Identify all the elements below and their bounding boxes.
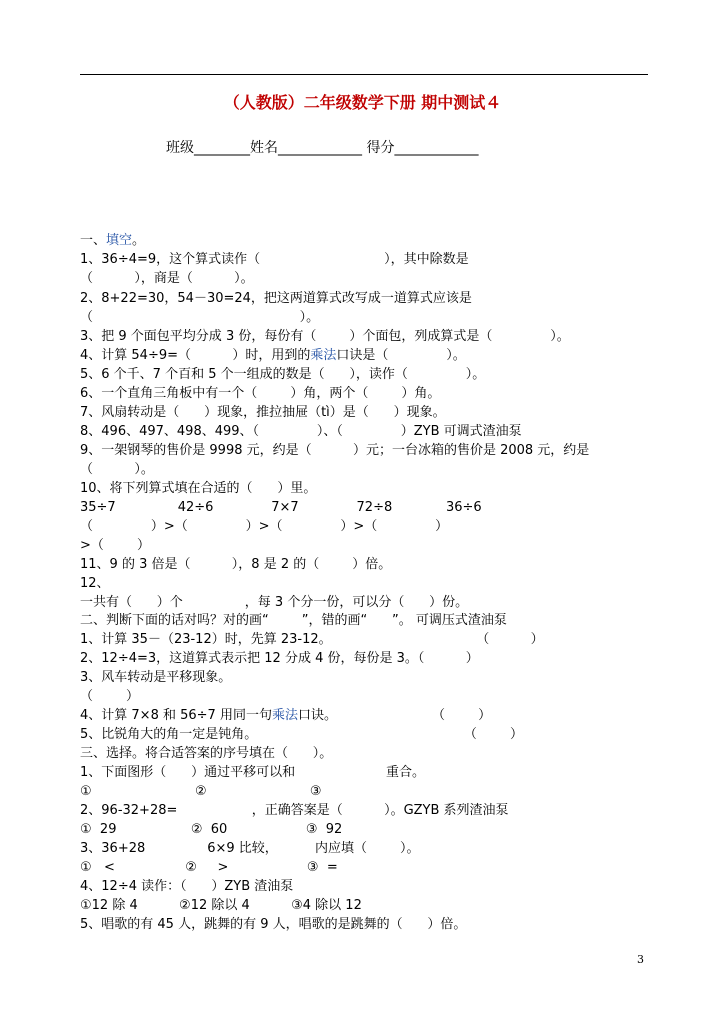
question-line	[80, 821, 342, 839]
line-text: 7、风扇转动是（ ）现象，推拉抽屉（tì）是（ ）现象。	[80, 405, 446, 420]
line-text: 5、比锐角大的角一定是钝角。 （ ）	[80, 727, 523, 742]
question-line	[80, 878, 293, 896]
line-text: 4、12÷4 读作：（ ）ZYB 渣油泵	[80, 879, 294, 894]
question-line	[80, 575, 110, 593]
line-text: 1、下面图形（ ）通过平移可以和 重合。	[80, 765, 425, 780]
question-line	[80, 802, 509, 820]
line-text: 一、	[80, 233, 107, 248]
line-text: 一共有（ ）个 ，每 3 个分一份，可以分（ ）份。	[80, 595, 469, 610]
page-title: （人教版）二年级数学下册 期中测试４	[223, 93, 502, 112]
line-text: 35÷7 42÷6 7×7 72÷8 36÷6	[80, 500, 482, 515]
question-line	[80, 270, 254, 288]
question-line	[80, 764, 425, 782]
line-text: 5、唱歌的有 45 人，跳舞的有 9 人，唱歌的是跳舞的（ ）倍。	[80, 917, 467, 932]
line-text: 三、选择。将合适答案的序号填在（ ）。	[80, 746, 333, 761]
question-line	[80, 232, 145, 250]
question-line	[80, 518, 448, 536]
question-line	[80, 480, 316, 498]
question-line	[80, 385, 440, 403]
line-text: ① < ② > ③ =	[80, 860, 338, 875]
question-line	[80, 309, 319, 327]
line-text: 二、判断下面的话对吗？对的画“ ”，错的画“ ”。 可调压式渣油泵	[80, 613, 507, 628]
line-text: 3、36+28 6×9 比较， 内应填（ ）。	[80, 841, 420, 856]
question-line	[80, 840, 420, 858]
question-line	[80, 688, 139, 706]
line-text: 4、计算 7×8 和 56÷7 用同一句	[80, 708, 272, 723]
line-text: 9、一架钢琴的售价是 9998 元，约是（ ）元；一台冰箱的售价是 2008 元，约是	[80, 443, 590, 458]
line-text: 12、	[80, 576, 110, 591]
line-text: 11、9 的 3 倍是（ ），8 是 2 的（ ）倍。	[80, 557, 392, 572]
line-text: ①12 除 4 ②12 除以 4 ③4 除以 12	[80, 898, 362, 913]
line-text: （ ）。	[80, 462, 154, 477]
question-line	[80, 442, 589, 460]
line-text: ① 29 ② 60 ③ 92	[80, 822, 343, 837]
question-line	[80, 404, 446, 422]
question-line	[80, 537, 150, 555]
question-line	[80, 251, 469, 269]
page-number: 3	[637, 953, 644, 966]
line-text: （ ）	[80, 689, 140, 704]
line-text: 填空	[106, 233, 133, 248]
line-text: 3、风车转动是平移现象。	[80, 670, 232, 685]
question-line	[80, 897, 362, 915]
question-line	[80, 745, 332, 763]
question-line	[80, 650, 479, 668]
line-text: 1、计算 35－（23-12）时，先算 23-12。 （ ）	[80, 632, 544, 647]
line-text: >（ ）	[80, 538, 150, 553]
question-line	[80, 612, 507, 630]
question-line	[80, 916, 466, 934]
line-text: 。	[132, 233, 146, 248]
line-text: 2、12÷4=3，这道算式表示把 12 分成 4 份，每份是 3。（ ）	[80, 651, 479, 666]
line-text: 2、8+22=30，54－30=24，把这两道算式改写成一道算式应该是	[80, 291, 472, 306]
top-rule	[80, 74, 648, 75]
question-line	[80, 631, 544, 649]
question-line	[80, 499, 482, 517]
line-text: 10、将下列算式填在合适的（ ）里。	[80, 481, 317, 496]
question-line	[80, 461, 154, 479]
question-line	[80, 594, 468, 612]
question-line	[80, 556, 391, 574]
line-text: 8、496、497、498、499、（ ）、（ ）ZYB 可调式渣油泵	[80, 424, 522, 439]
question-line	[80, 366, 485, 384]
question-line	[80, 669, 231, 687]
line-text: ① ② ③	[80, 784, 322, 799]
question-line	[80, 290, 472, 308]
question-line	[80, 726, 523, 744]
question-line	[80, 328, 570, 346]
line-text: 口诀。 （ ）	[297, 708, 492, 723]
line-text: 4、计算 54÷9=（ ）时，用到的	[80, 348, 311, 363]
question-line	[80, 859, 338, 877]
line-text: 2、96-32+28= ，正确答案是（ ）。GZYB 系列渣油泵	[80, 803, 509, 818]
line-text: 3、把 9 个面包平均分成 3 份，每份有（ ）个面包，列成算式是（ ）。	[80, 329, 570, 344]
line-text: 1、36÷4=9，这个算式读作（ ），其中除数是	[80, 252, 469, 267]
question-line	[80, 423, 522, 441]
question-line	[80, 707, 491, 725]
line-text: 口诀是（ ）。	[336, 348, 466, 363]
line-text: （ ）>（ ）>（ ）>（ ）	[80, 519, 449, 534]
question-line	[80, 783, 322, 801]
question-line	[80, 347, 466, 365]
student-info-line: 班级________姓名____________ 得分____________	[166, 140, 479, 156]
line-text: 5、6 个千、7 个百和 5 个一组成的数是（ ），读作（ ）。	[80, 367, 486, 382]
line-text: （ ），商是（ ）。	[80, 271, 254, 286]
line-text: 乘法	[310, 348, 337, 363]
line-text: 6、一个直角三角板中有一个（ ）角，两个（ ）角。	[80, 386, 441, 401]
line-text: （ ）。	[80, 310, 320, 325]
line-text: 乘法	[271, 708, 298, 723]
